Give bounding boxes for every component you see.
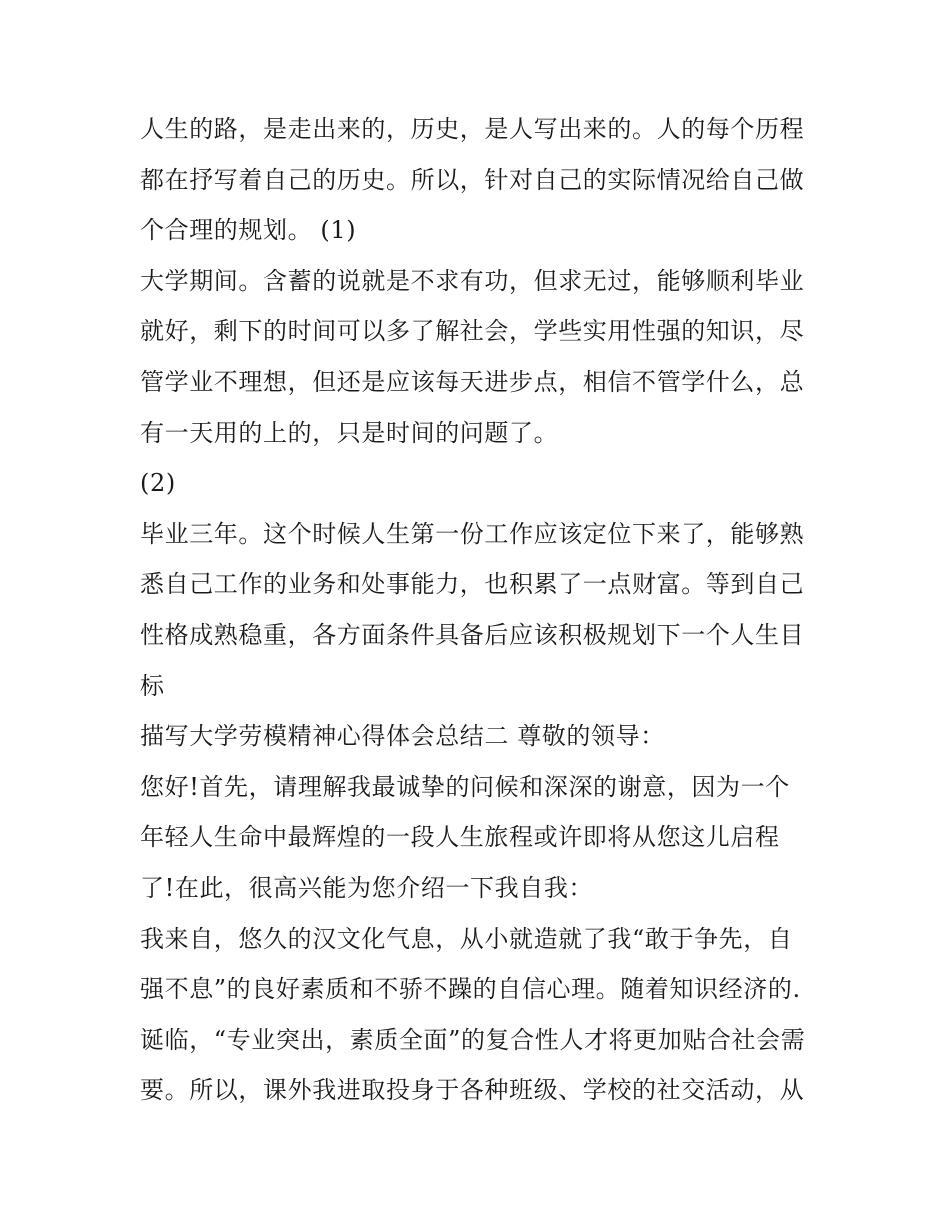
text-line: 个合理的规划。 (1) [140,216,357,245]
text-line: 描写大学劳模精神心得体会总结二 尊敬的领导： [140,722,665,751]
text-line: 性格成熟稳重，各方面条件具备后应该积极规划下一个人生目 [140,620,805,649]
document-body [140,104,830,1116]
text-line: 诞临，“专业突出，素质全面”的复合性人才将更加贴合社会需 [140,1025,806,1054]
text-line: 您好!首先，请理解我最诚挚的问候和深深的谢意，因为一个 [140,772,790,801]
text-line: 悉自己工作的业务和处事能力，也积累了一点财富。等到自己 [140,570,805,599]
text-line: 要。所以，课外我进取投身于各种班级、学校的社交活动，从 [140,1076,805,1105]
text-line: 人生的路，是走出来的，历史，是人写出来的。人的每个历程 [140,115,805,143]
text-line: 毕业三年。这个时候人生第一份工作应该定位下来了，能够熟 [140,519,805,548]
text-line: 我来自，悠久的汉文化气息，从小就造就了我“敢于争先，自 [140,924,793,953]
text-line: 就好，剩下的时间可以多了解社会，学些实用性强的知识，尽 [140,317,805,346]
text-line: 标 [140,671,165,700]
text-line: 有一天用的上的，只是时间的问题了。 [140,418,559,447]
text-line: 了!在此，很高兴能为您介绍一下我自我： [140,873,594,902]
text-line: 强不息”的良好素质和不骄不躁的自信心理。随着知识经济的. [140,975,801,1004]
text-line: 年轻人生命中最辉煌的一段人生旅程或许即将从您这儿启程 [140,823,780,852]
text-line: 大学期间。含蓄的说就是不求有功，但求无过，能够顺利毕业 [140,266,805,295]
text-line: 都在抒写着自己的历史。所以，针对自己的实际情况给自己做 [140,165,805,194]
text-line: 管学业不理想，但还是应该每天进步点，相信不管学什么，总 [140,367,805,396]
text-line: (2) [140,469,176,498]
